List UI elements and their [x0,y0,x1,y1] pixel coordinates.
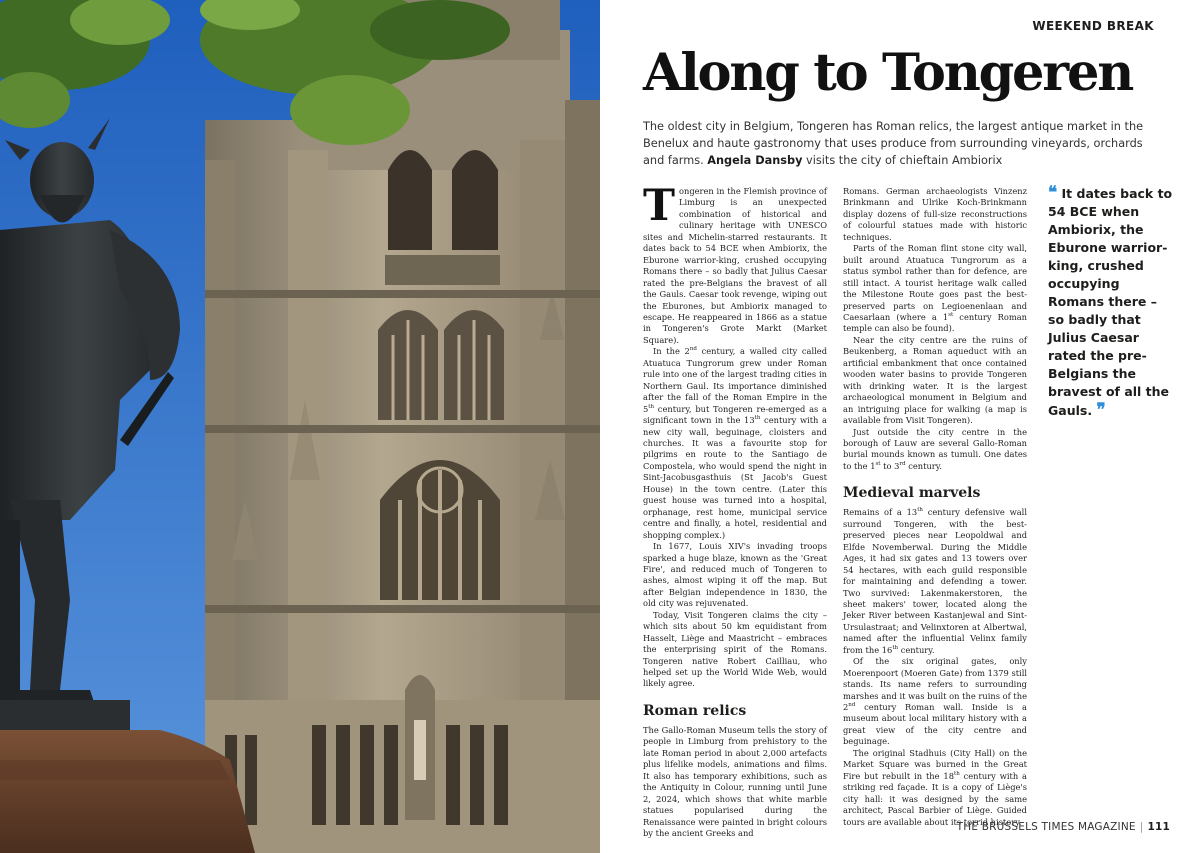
paragraph: The Gallo-Roman Museum tells the story of people in Limburg from prehistory to the late Roman period in about 2,000 artefacts plus lifelike models, animations and films. It also has temporary exhibitions, such as the Antiquity in Colour, running until June 2, 2024, which shows that white marble statues popularised during the Renaissance were painted in bright colours by the ancient Greeks and [643,724,827,839]
paragraph: Just outside the city centre in the borough of Lauw are several Gallo-Roman burial mounds known as tumuli. One dates to the 1st to 3rd century. [843,426,1027,471]
page-number: 111 [1147,821,1170,833]
subhead-medieval-marvels: Medieval marvels [843,485,981,502]
paragraph: Parts of the Roman flint stone city wall, built around Atuatuca Tungrorum as a status symbol rather than for defence, are still intact. A tourist heritage walk called the Milestone Route goes past the best-preserved parts on Legioenenlaan and Caesarlaan (where a 1st century Roman temple can also be found). [843,243,1028,334]
page-footer [957,821,1170,833]
standfirst-text: The oldest city in Belgium, Tongeren has Roman relics, the largest antique market in the Benelux and haute gastronomy that uses produce from surrounding vineyards, orchards and farms. [643,120,1144,167]
church-tower [205,0,600,853]
article-column-2 [843,186,1027,828]
byline: Angela Dansby [707,154,803,167]
paragraph: Remains of a 13th century defensive wall surround Tongeren, with the best-preserved pieces near Leopoldwal and Elfde Novemberwal. During the Middle Ages, it had six gates and 13 towers over 54 hectares, with each guild responsible for maintaining and defending a tower. Two survived: Lakenmakerstoren, the sheet makers' tower, located along the Jeker River between Kastanjewal and Sint-Ursulastraat; and Velinxtoren at Albertwal, named after the influential Velinx family from the 16th century. [843,507,1027,655]
paragraph: Near the city centre are the ruins of Beukenberg, a Roman aqueduct with an artificial embankment that once contained wooden water basins to provide Tongeren with drinking water. It is the largest archaeological monument in Belgium and an intriguing place for walking (a map is available from Visit Tongeren). [843,334,1027,426]
paragraph: Of the six original gates, only Moerenpoort (Moeren Gate) from 1379 still stands. Its name refers to surrounding marshes and it was built on the ruins of the 2nd century Roman wall. Inside is a museum about local military history with a great view of the city centre and beguinage. [843,656,1027,747]
paragraph: Romans. German archaeologists Vinzenz Brinkmann and Ulrike Koch-Brinkmann display dozens of full-size reconstructions of colourful statues made with historic techniques. [843,186,1027,242]
open-quote-icon: ❝ [1048,183,1058,203]
article-page [600,0,1200,853]
paragraph: Today, Visit Tongeren claims the city – which sits about 50 km equidistant from Hasselt, Liège and Maastricht – embraces the enterprising spirit of the Romans. Tongeren native Robert Cailliau, who helped set up the World Wide Web, would likely agree. [643,609,827,689]
article-column-1 [643,181,828,839]
drop-cap: T [643,181,675,231]
subhead-roman-relics: Roman relics [643,702,747,719]
standfirst-byline-tail: visits the city of chieftain Ambiorix [806,154,1003,167]
section-kicker: WEEKEND BREAK [1032,19,1154,33]
standfirst [643,118,1158,169]
pull-quote-text: It dates back to 54 BCE when Ambiorix, the Eburone warrior-king, crushed occupying Romans there – so badly that Julius Caesar rated the pre-Belgians the bravest of all the Gauls. [1048,186,1173,418]
close-quote-icon: ❞ [1096,400,1106,420]
pull-quote [1048,184,1176,420]
footer-separator: | [1139,821,1144,833]
magazine-name: THE BRUSSELS TIMES MAGAZINE [956,821,1136,833]
paragraph: The original Stadhuis (City Hall) on the Market Square was burned in the Great Fire but rebuilt in the 18th century with a striking red façade. It is a copy of Liège's city hall: it was designed by the same architect, Pascal Barbier of Liège. Guided tours are available about its torrid history. [843,747,1027,827]
article-headline: Along to Tongeren [643,43,1133,103]
paragraph: Tongeren in the Flemish province of Limburg is an unexpected combination of historical and culinary heritage with UNESCO sites and Michelin-starred restaurants. It dates back to 54 BCE when Ambiorix, the Eburone warrior-king, crushed occupying Romans there – so badly that Julius Caesar rated the pre-Belgians the bravest of all the Gauls. Caesar took revenge, wiping out the Eburones, but Ambiorix managed to escape. He reappeared in 1866 as a statue in Tongeren's Grote Markt (Market Square). [643,181,827,345]
paragraph: In the 2nd century, a walled city called Atuatuca Tungrorum grew under Roman rule into one of the largest trading cities in Northern Gaul. Its importance diminished after the fall of the Roman Empire in the 5th century, but Tongeren re-emerged as a significant town in the 13th century with a new city wall, beguinage, cloisters and churches. It was a favourite stop for pilgrims en route to the Santiago de Compostela, who would spend the night in Sint-Jacobusgasthuis (St Jacob's Guest House) in the town centre. (Later this guest house was turned into a hospital, orphanage, rest home, municipal service centre and finally, a hotel, residential and shopping complex.) [643,346,828,540]
paragraph: In 1677, Louis XIV's invading troops sparked a huge blaze, known as the 'Great Fire', and reduced much of Tongeren to ashes, almost wiping it off the map. But after Belgian independence in 1830, the old city was rejuvenated. [643,541,827,609]
